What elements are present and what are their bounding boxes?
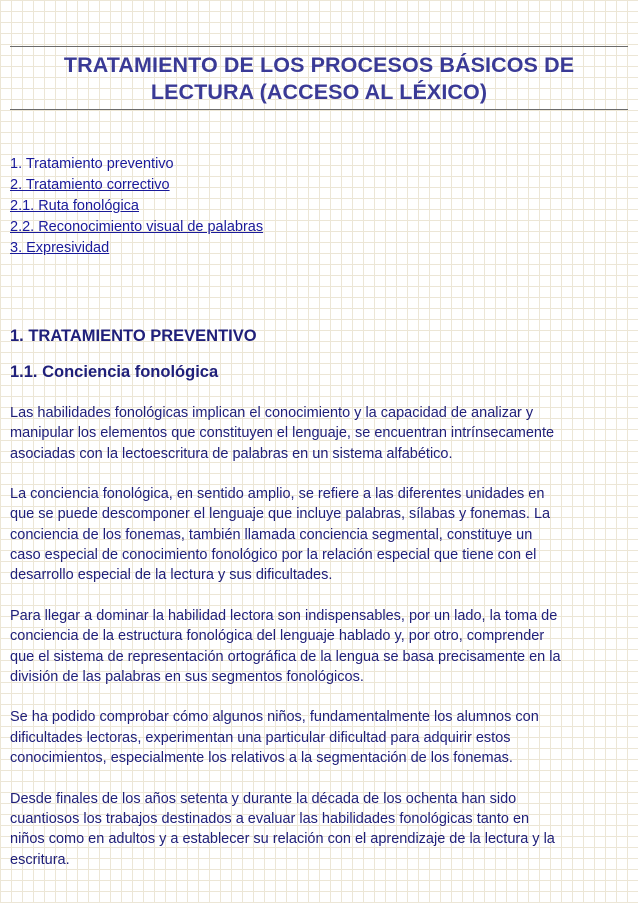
text-line: Las habilidades fonológicas implican el conocimiento y la capacidad de analizar y — [10, 405, 534, 421]
toc-link-ruta-fonologica[interactable]: 2.1. Ruta fonológica — [10, 198, 139, 214]
text-line: dificultades lectoras, experimentan una particular dificultad para adquirir estos — [10, 729, 511, 746]
paragraph — [10, 484, 628, 585]
text-line: desarrollo especial de la lectura y sus dificultades. — [10, 567, 333, 584]
paragraph — [10, 403, 628, 464]
text-line: conocimientos, especialmente los relativos a la segmentación de los fonemas. — [10, 750, 513, 767]
title-line-2: LECTURA (ACCESO AL LÉXICO) — [150, 80, 488, 104]
title-bottom-rule — [10, 109, 628, 110]
text-line: escritura. — [10, 851, 70, 868]
paragraph — [10, 707, 628, 768]
text-line: asociadas con la lectoescritura de palabras en un sistema alfabético. — [10, 445, 453, 462]
title-line-1: TRATAMIENTO DE LOS PROCESOS BÁSICOS DE — [63, 53, 575, 77]
subsection-heading: 1.1. Conciencia fonológica — [10, 363, 219, 381]
paragraph — [10, 789, 628, 870]
text-line: conciencia de los fonemas, también llamada conciencia segmental, constituye un — [10, 526, 533, 543]
text-line: manipular los elementos que constituyen el lenguaje, se encuentran intrínsecamente — [10, 425, 555, 442]
text-line: niños como en adultos y a establecer su relación con el aprendizaje de la lectura y la — [10, 831, 555, 848]
toc-link-expresividad[interactable]: 3. Expresividad — [10, 240, 110, 256]
section-heading: 1. TRATAMIENTO PREVENTIVO — [10, 327, 257, 345]
text-line: Se ha podido comprobar cómo algunos niños, fundamentalmente los alumnos con — [10, 709, 539, 726]
text-line: cuantiosos los trabajos destinados a evaluar las habilidades fonológicas tanto en — [10, 810, 530, 827]
toc-item-tratamiento-preventivo: 1. Tratamiento preventivo — [10, 156, 174, 172]
text-line: división de las palabras en sus segmentos fonológicos. — [10, 668, 364, 685]
page-content — [10, 46, 628, 890]
text-line: Para llegar a dominar la habilidad lectora son indispensables, por un lado, la toma de — [10, 607, 558, 624]
body-text — [10, 403, 628, 870]
text-line: conciencia de la estructura fonológica del lenguaje hablado y, por otro, comprender — [10, 628, 545, 645]
text-line: que se puede descomponer el lenguaje que incluye palabras, sílabas y fonemas. La — [10, 506, 551, 523]
toc-link-tratamiento-correctivo[interactable]: 2. Tratamiento correctivo — [10, 177, 170, 193]
paragraph — [10, 606, 628, 687]
toc-link-reconocimiento-visual[interactable]: 2.2. Reconocimiento visual de palabras — [10, 219, 264, 235]
document-title — [10, 47, 628, 109]
text-line: caso especial de conocimiento fonológico por la relación especial que tiene con el — [10, 547, 537, 564]
text-line: La conciencia fonológica, en sentido amplio, se refiere a las diferentes unidades en — [10, 486, 545, 503]
text-line: que el sistema de representación ortográfica de la lengua se basa precisamente en la — [10, 648, 561, 665]
table-of-contents — [10, 154, 628, 259]
text-line: Desde finales de los años setenta y durante la década de los ochenta han sido — [10, 790, 517, 807]
